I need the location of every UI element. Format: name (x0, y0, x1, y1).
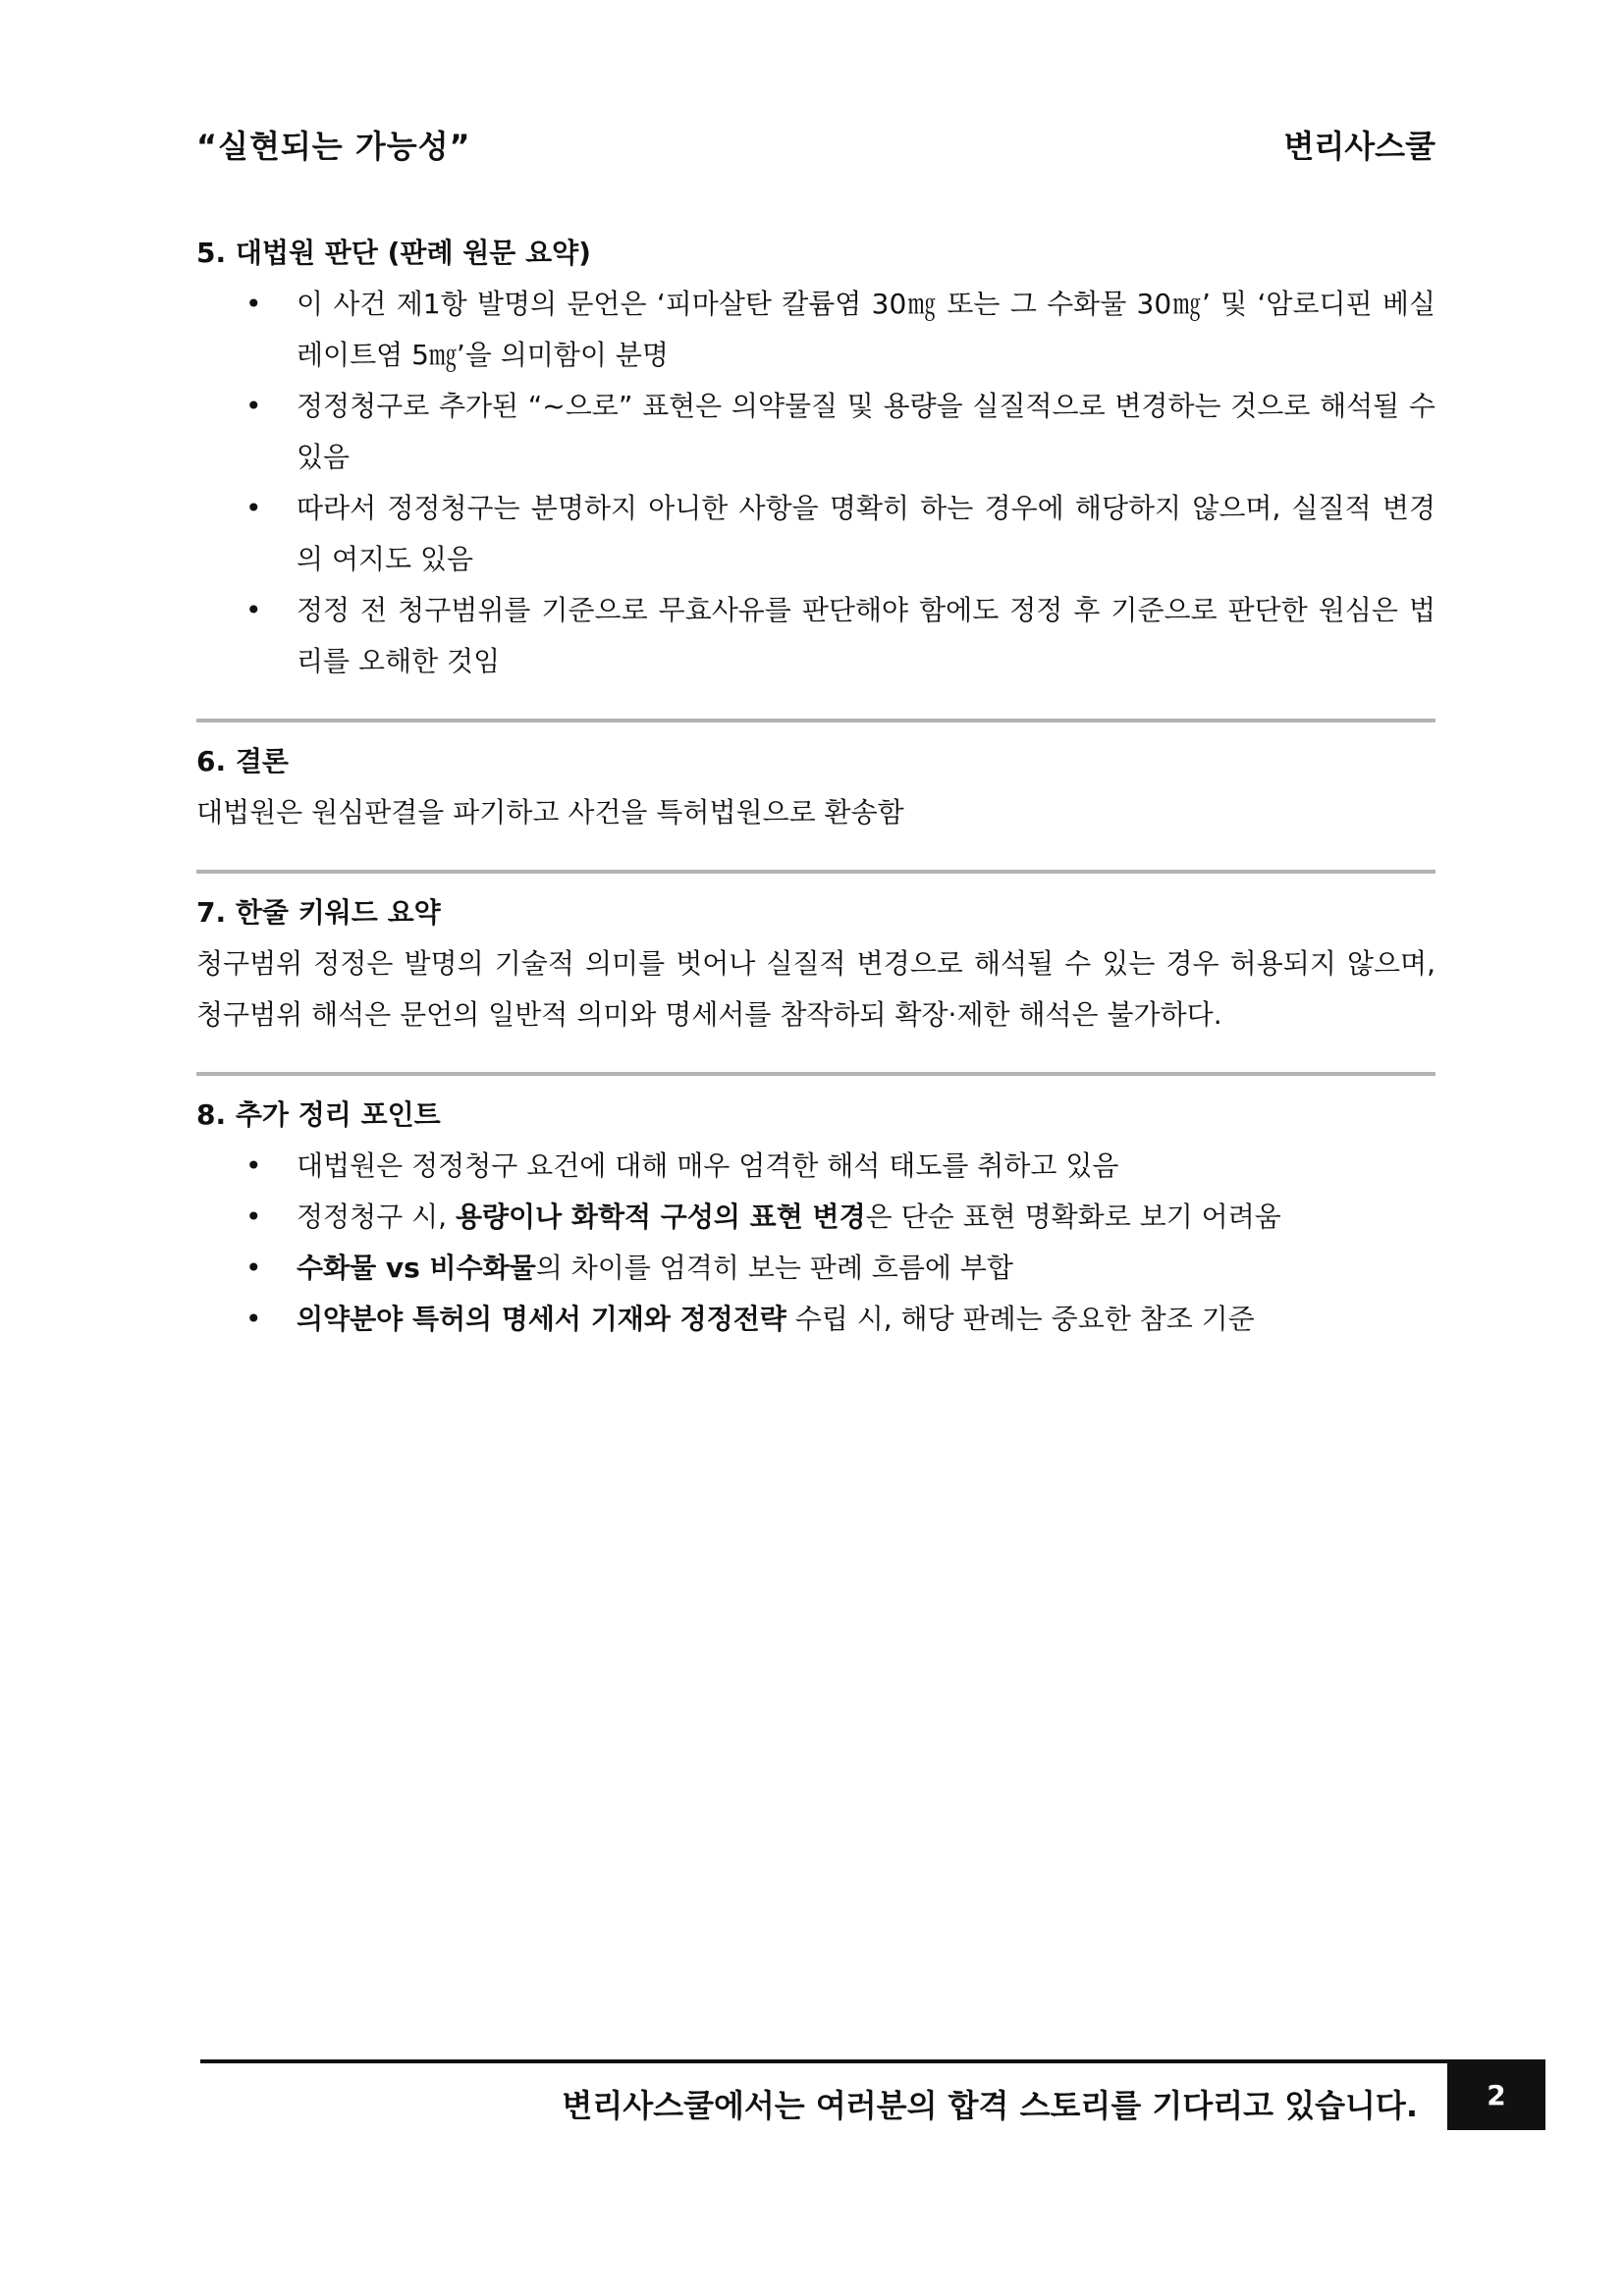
list-item: • 정정청구로 추가된 “~으로” 표현은 의약물질 및 용량을 실질적으로 변경하는 것으로 해석될 수 있음 (196, 381, 1435, 483)
section-divider (196, 719, 1435, 722)
footer-rule (200, 2059, 1447, 2063)
section-8 (196, 1090, 1435, 1345)
list-item-emphasis: 의약분야 특허의 명세서 기재와 정정전략 (297, 1303, 786, 1335)
list-item-emphasis: 수화물 vs 비수화물 (297, 1252, 536, 1284)
section-5 (196, 228, 1435, 687)
section-6-title: 6. 결론 (196, 745, 289, 777)
section-6-text: 대법원은 원심판결을 파기하고 사건을 특허법원으로 환송함 (196, 796, 904, 828)
section-5-title: 5. 대법원 판단 (판례 원문 요약) (196, 237, 591, 269)
list-item-text: 은 단순 표현 명확화로 보기 어려움 (865, 1201, 1281, 1233)
list-item (196, 1243, 1435, 1294)
list-item: • 따라서 정정청구는 분명하지 아니한 사항을 명확히 하는 경우에 해당하지 않으며, 실질적 변경의 여지도 있음 (196, 483, 1435, 585)
page-number: 2 (1447, 2059, 1545, 2130)
section-7-text: 청구범위 정정은 발명의 기술적 의미를 벗어나 실질적 변경으로 해석될 수 있는 경우 허용되지 않으며, 청구범위 해석은 문언의 일반적 의미와 명세서를 참작하되 확장·제한 해석은 불가하다. (196, 947, 1435, 1031)
section-8-title: 8. 추가 정리 포인트 (196, 1098, 441, 1131)
section-7-title: 7. 한줄 키워드 요약 (196, 896, 441, 929)
list-item-emphasis: 용량이나 화학적 구성의 표현 변경 (455, 1201, 866, 1233)
section-divider (196, 1072, 1435, 1076)
list-item-text: 정정청구 시, (297, 1201, 456, 1233)
list-item (196, 1141, 1435, 1192)
header-brand: 변리사스쿨 (1283, 128, 1435, 165)
list-item (196, 1192, 1435, 1243)
section-7 (196, 887, 1435, 1041)
section-8-list (196, 1141, 1435, 1345)
section-6 (196, 736, 1435, 838)
list-item-text: 의 차이를 엄격히 보는 판례 흐름에 부합 (535, 1252, 1013, 1284)
header-tagline: “실현되는 가능성” (196, 128, 471, 165)
document-body (196, 228, 1435, 1345)
list-item-text: 대법원은 정정청구 요건에 대해 매우 엄격한 해석 태도를 취하고 있음 (297, 1149, 1119, 1182)
section-divider (196, 870, 1435, 874)
list-item (196, 1294, 1435, 1345)
section-5-list (196, 279, 1435, 687)
list-item: • 정정 전 청구범위를 기준으로 무효사유를 판단해야 함에도 정정 후 기준으로 판단한 원심은 법리를 오해한 것임 (196, 585, 1435, 687)
footer-slogan: 변리사스쿨에서는 여러분의 합격 스토리를 기다리고 있습니다. (562, 2087, 1418, 2124)
list-item: • 이 사건 제1항 발명의 문언은 ‘피마살탄 칼륨염 30㎎ 또는 그 수화물 30㎎’ 및 ‘암로디핀 베실레이트염 5㎎’을 의미함이 분명 (196, 279, 1435, 381)
list-item-text: 수립 시, 해당 판례는 중요한 참조 기준 (785, 1303, 1255, 1335)
